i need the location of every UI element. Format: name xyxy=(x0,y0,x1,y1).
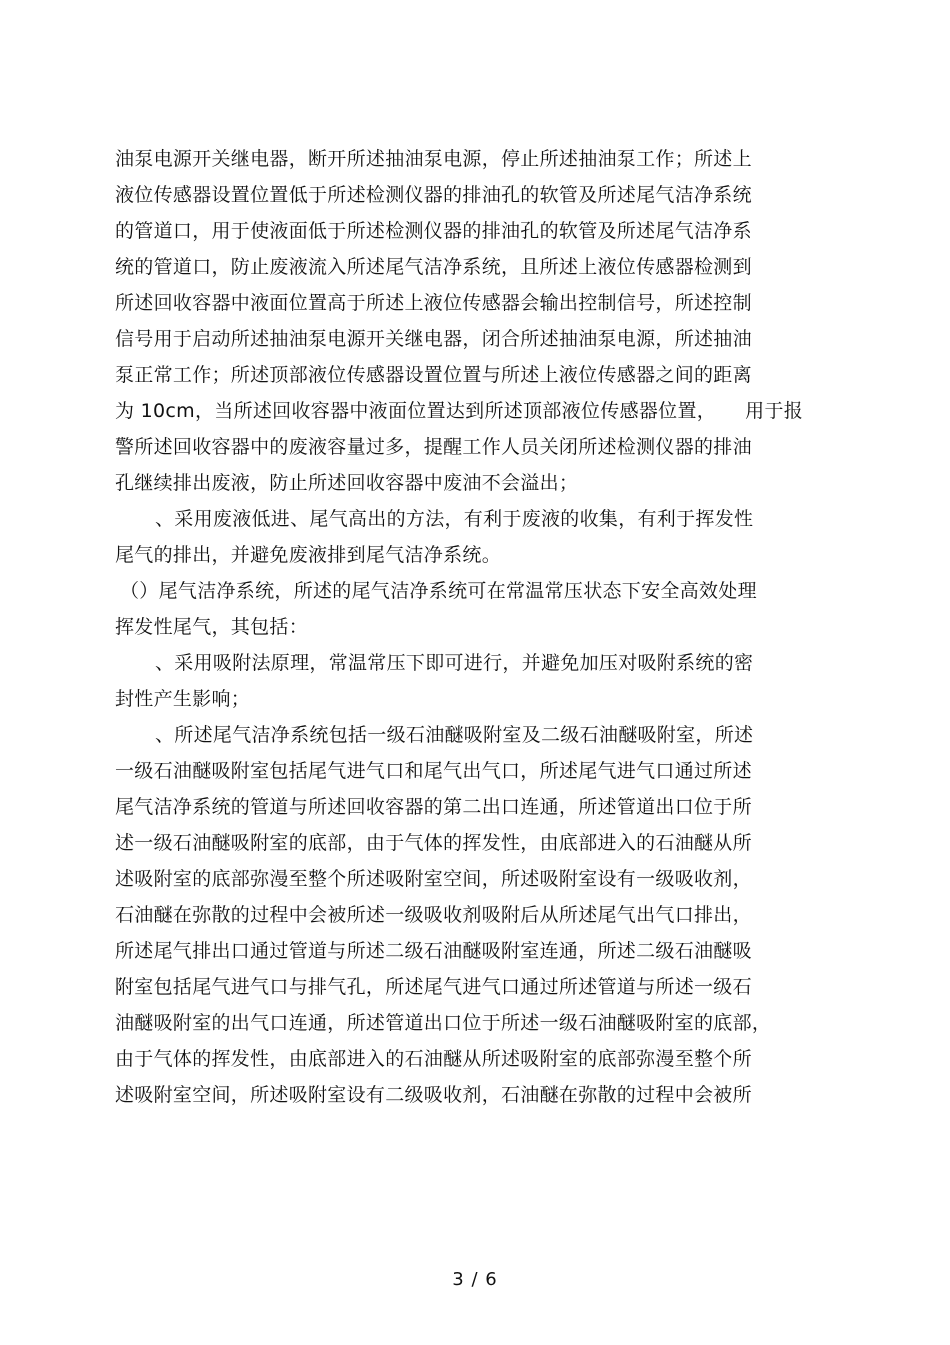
text-line: 统的管道口，防止废液流入所述尾气洁净系统，且所述上液位传感器检测到 xyxy=(115,256,752,278)
text-line: 由于气体的挥发性，由底部进入的石油醚从所述吸附室的底部弥漫至整个所 xyxy=(115,1048,752,1070)
text-line: 、采用废液低进、尾气高出的方法，有利于废液的收集，有利于挥发性 xyxy=(155,508,754,530)
text-line: 一级石油醚吸附室包括尾气进气口和尾气出气口，所述尾气进气口通过所述 xyxy=(115,760,752,782)
text-line: 、所述尾气洁净系统包括一级石油醚吸附室及二级石油醚吸附室，所述 xyxy=(155,724,754,746)
text-line: 泵正常工作；所述顶部液位传感器设置位置与所述上液位传感器之间的距离 xyxy=(115,364,752,386)
text-line: 油泵电源开关继电器，断开所述抽油泵电源，停止所述抽油泵工作；所述上 xyxy=(115,148,752,170)
text-line: 尾气洁净系统的管道与所述回收容器的第二出口连通，所述管道出口位于所 xyxy=(115,796,752,818)
text-line: 油醚吸附室的出气口连通，所述管道出口位于所述一级石油醚吸附室的底部， xyxy=(115,1012,772,1034)
section-heading: （）尾气洁净系统，所述的尾气洁净系统可在常温常压状态下安全高效处理 xyxy=(120,580,757,602)
text-line: 所述回收容器中液面位置高于所述上液位传感器会输出控制信号，所述控制 xyxy=(115,292,752,314)
text-line: 述吸附室空间，所述吸附室设有二级吸收剂，石油醚在弥散的过程中会被所 xyxy=(115,1084,752,1106)
text-line: 述吸附室的底部弥漫至整个所述吸附室空间，所述吸附室设有一级吸收剂， xyxy=(115,868,752,890)
text-line: 述一级石油醚吸附室的底部，由于气体的挥发性，由底部进入的石油醚从所 xyxy=(115,832,752,854)
text-line: 信号用于启动所述抽油泵电源开关继电器，闭合所述抽油泵电源，所述抽油 xyxy=(115,328,752,350)
text-line: 尾气的排出，并避免废液排到尾气洁净系统。 xyxy=(115,544,502,566)
text-line: 石油醚在弥散的过程中会被所述一级吸收剂吸附后从所述尾气出气口排出， xyxy=(115,904,752,926)
text-line: 警所述回收容器中的废液容量过多，提醒工作人员关闭所述检测仪器的排油 xyxy=(115,436,752,458)
text-line: 的管道口，用于使液面低于所述检测仪器的排油孔的软管及所述尾气洁净系 xyxy=(115,220,752,242)
text-line: 附室包括尾气进气口与排气孔，所述尾气进气口通过所述管道与所述一级石 xyxy=(115,976,752,998)
text-line: 所述尾气排出口通过管道与所述二级石油醚吸附室连通，所述二级石油醚吸 xyxy=(115,940,752,962)
page-number: 3 / 6 xyxy=(452,1269,498,1290)
text-line: 孔继续排出废液，防止所述回收容器中废油不会溢出； xyxy=(115,472,579,494)
text-line: 封性产生影响； xyxy=(115,688,251,710)
text-line: 为 10cm，当所述回收容器中液面位置达到所述顶部液位传感器位置， 用于报 xyxy=(115,400,804,422)
text-line: 、采用吸附法原理，常温常压下即可进行，并避免加压对吸附系统的密 xyxy=(155,652,754,674)
text-line: 液位传感器设置位置低于所述检测仪器的排油孔的软管及所述尾气洁净系统 xyxy=(115,184,752,206)
text-line: 挥发性尾气，其包括： xyxy=(115,616,309,638)
